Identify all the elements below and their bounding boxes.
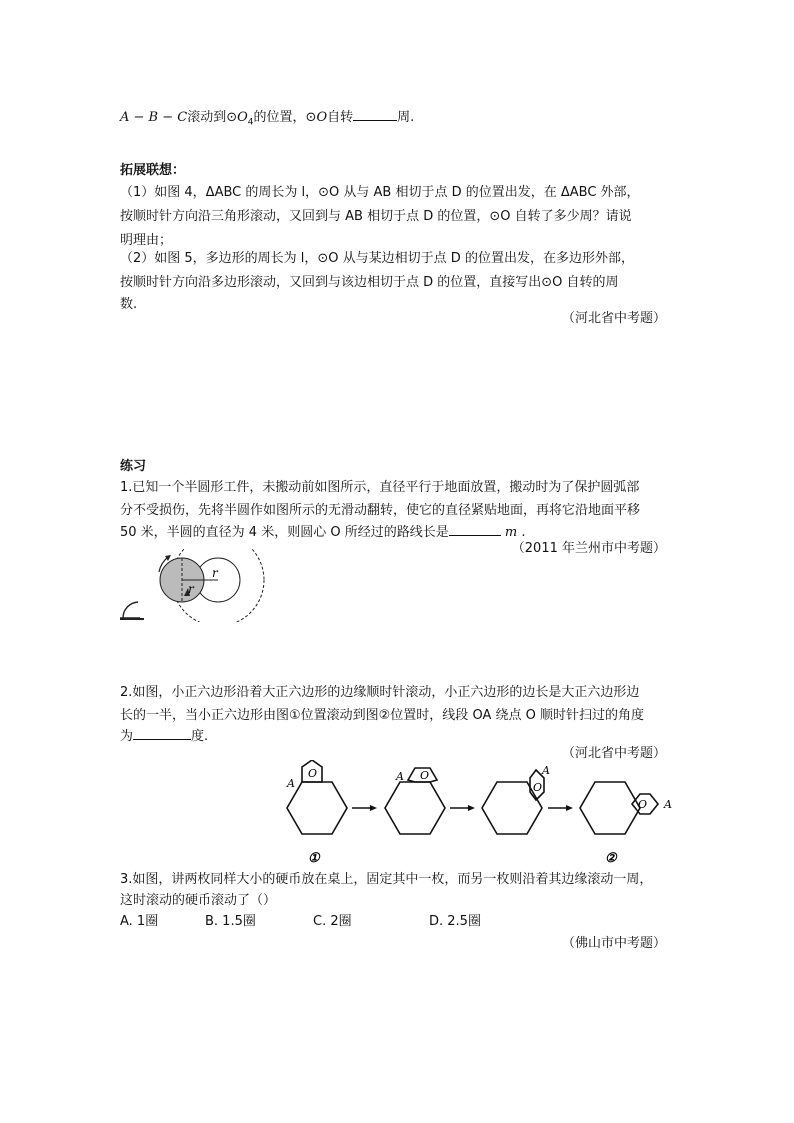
fig2-stage1-A: A xyxy=(287,777,295,790)
extension-q2-line1: （2）如图 5，多边形的周长为 l，⊙O 从与某边相切于点 D 的位置出发，在多边形外部， xyxy=(120,251,634,266)
practice-q1-line3 xyxy=(120,521,525,540)
practice-q2-line3b: 度. xyxy=(191,729,209,744)
intro-circle-sub: 4 xyxy=(247,117,254,128)
practice-q3-line1: 3.如图，讲两枚同样大小的硬币放在桌上，固定其中一枚，而另一枚则沿着其边缘滚动一周， xyxy=(120,872,653,887)
intro-line xyxy=(120,106,414,128)
fig2-stage3-A: A xyxy=(542,764,550,777)
fig2-mark-2: ② xyxy=(605,851,617,866)
intro-circle-symbol-2: ⊙ xyxy=(305,110,317,125)
extension-q2-line3: 数. xyxy=(120,297,138,312)
practice-q2-line1: 2.如图，小正六边形沿着大正六边形的边缘顺时针滚动，小正六边形的边长是大正六边形边 xyxy=(120,685,640,700)
practice-q3-source: （佛山市中考题） xyxy=(561,936,666,951)
practice-q2-line2: 长的一半，当小正六边形由图①位置滚动到图②位置时，线段 OA 绕点 O 顺时针扫过的角度 xyxy=(120,708,644,723)
fig2-stage1-O: O xyxy=(308,767,318,780)
intro-blank[interactable] xyxy=(353,108,397,121)
fig2-mark-1: ① xyxy=(308,851,320,866)
practice-q1-source: （2011 年兰州市中考题） xyxy=(511,541,666,556)
extension-heading: 拓展联想： xyxy=(120,163,186,178)
practice-q3-line2: 这时滚动的硬币滚动了（） xyxy=(120,893,277,908)
hexagon-figure xyxy=(280,760,680,866)
intro-text-6: 周. xyxy=(397,110,415,125)
practice-q1-blank[interactable] xyxy=(449,523,501,536)
fig1-radius-label-2: r xyxy=(212,566,218,580)
practice-q1-line1: 1.已知一个半圆形工件，未搬动前如图所示，直径平行于地面放置，搬动时为了保护圆弧部 xyxy=(120,480,640,495)
practice-q2-line3 xyxy=(120,725,208,744)
intro-text-2: 的位置， xyxy=(253,110,306,125)
practice-q2-source: （河北省中考题） xyxy=(561,746,666,761)
extension-q1-line2: 按顺时针方向沿三角形滚动，又回到与 AB 相切于点 D 的位置，⊙O 自转了多少周？请说 xyxy=(120,209,632,224)
intro-circle-var-2: O xyxy=(316,110,328,125)
intro-circle-var: O xyxy=(237,110,248,125)
practice-q1-line2: 分不受损伤，先将半圆作如图所示的无滑动翻转，使它的直径紧贴地面，再将它沿地面平移 xyxy=(120,503,641,518)
practice-q1-line3b: m . xyxy=(504,525,526,540)
practice-q3-option-d[interactable]: D. 2.5圈 xyxy=(429,914,481,929)
intro-circle-symbol: ⊙ xyxy=(226,110,238,125)
fig1-radius-label-1: r xyxy=(188,582,194,596)
practice-heading: 练习 xyxy=(120,459,147,474)
extension-q1-line3: 明理由； xyxy=(120,233,173,248)
practice-q1-line3a: 50 米，半圆的直径为 4 米，则圆心 O 所经过的路线长是 xyxy=(120,525,449,540)
fig2-stage2-A: A xyxy=(396,770,404,783)
intro-text-1: 滚动到 xyxy=(187,110,227,125)
practice-q2-line3a: 为 xyxy=(120,729,134,744)
practice-q3-option-a[interactable]: A. 1圈 xyxy=(120,914,159,929)
practice-q3-option-c[interactable]: C. 2圈 xyxy=(313,914,352,929)
extension-q2-line2: 按顺时针方向沿多边形滚动，又回到与该边相切于点 D 的位置，直接写出⊙O 自转的周 xyxy=(120,275,619,290)
extension-source: （河北省中考题） xyxy=(561,311,666,326)
fig2-stage3-O: O xyxy=(533,781,543,794)
intro-text-5: 自转 xyxy=(327,110,354,125)
semicircle-figure xyxy=(118,548,273,622)
fig2-stage4-O: O xyxy=(638,798,648,811)
extension-q1-line1: （1）如图 4，ΔABC 的周长为 l，⊙O 从与 AB 相切于点 D 的位置出发，在 ΔABC 外部， xyxy=(120,185,640,200)
fig2-stage2-O: O xyxy=(420,769,430,782)
fig2-stage4-A: A xyxy=(664,798,672,811)
intro-path: A − B − C xyxy=(120,110,188,125)
practice-q3-option-b[interactable]: B. 1.5圈 xyxy=(205,914,256,929)
practice-q2-blank[interactable] xyxy=(133,727,191,740)
